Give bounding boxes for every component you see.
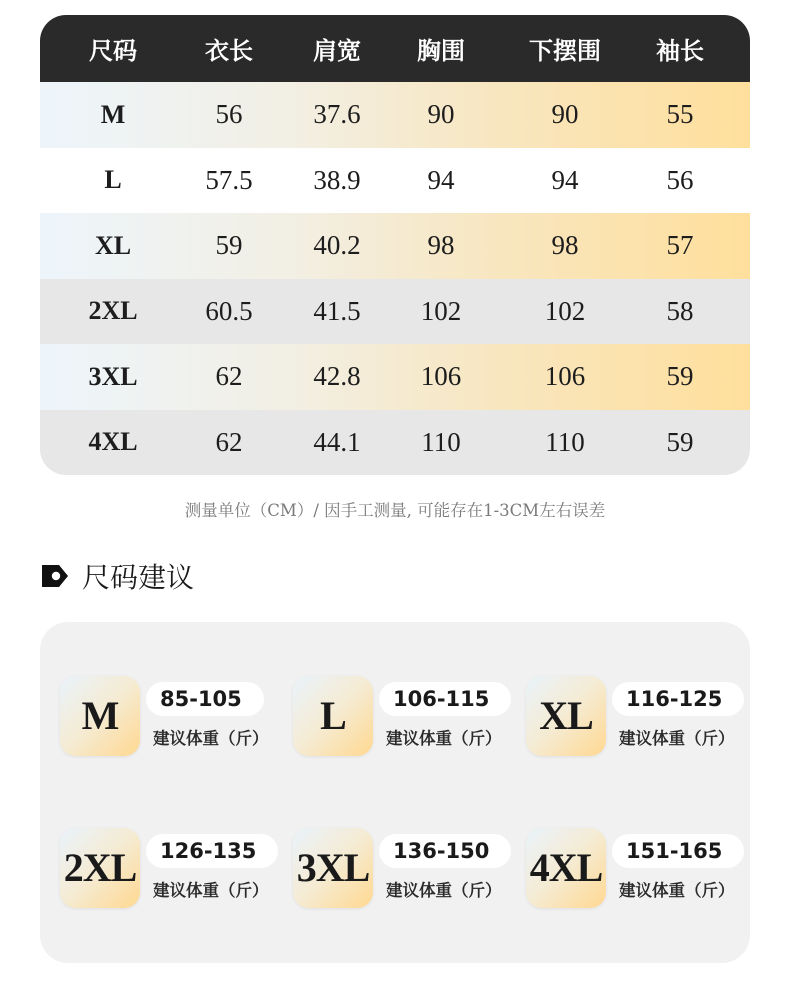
size-badge-label: 2XL — [63, 845, 137, 890]
size-badge-label: M — [81, 693, 119, 738]
table-row — [40, 344, 750, 410]
shoulder-cell: 38.9 — [313, 164, 361, 195]
sleeve-cell: 57 — [666, 230, 694, 261]
header-chest: 胸围 — [417, 37, 465, 65]
sleeve-cell: 58 — [666, 295, 694, 326]
header-shoulder: 肩宽 — [313, 37, 361, 65]
size-cell: 2XL — [88, 296, 138, 326]
weight-range: 85-105 — [146, 682, 264, 716]
size-table — [40, 15, 750, 475]
weight-range: 116-125 — [612, 682, 744, 716]
length-cell: 56 — [215, 99, 243, 130]
table-row — [40, 410, 750, 476]
size-card — [40, 676, 270, 758]
length-cell: 62 — [215, 361, 243, 392]
shoulder-cell: 37.6 — [313, 99, 361, 130]
chest-cell: 102 — [420, 295, 462, 326]
table-row — [40, 279, 750, 345]
weight-range: 126-135 — [146, 834, 278, 868]
table-header-row — [40, 15, 750, 82]
chest-cell: 98 — [427, 230, 455, 261]
sleeve-cell: 59 — [666, 426, 694, 457]
size-card — [506, 676, 736, 758]
length-cell: 60.5 — [205, 295, 253, 326]
chest-cell: 94 — [427, 164, 455, 195]
table-row — [40, 148, 750, 214]
size-recommendation-panel — [40, 622, 750, 963]
shoulder-cell: 42.8 — [313, 361, 361, 392]
chest-cell: 90 — [427, 99, 455, 130]
length-cell: 57.5 — [205, 164, 253, 195]
size-badge-label: L — [320, 693, 346, 738]
length-cell: 59 — [215, 230, 243, 261]
hem-cell: 110 — [545, 426, 585, 457]
section-heading — [40, 558, 194, 594]
table-row — [40, 82, 750, 148]
size-cell: 4XL — [88, 427, 138, 457]
size-badge-label: 4XL — [529, 845, 603, 890]
header-hem: 下摆围 — [529, 37, 601, 65]
weight-range: 151-165 — [612, 834, 744, 868]
size-card — [40, 828, 270, 910]
weight-range: 136-150 — [379, 834, 511, 868]
hem-cell: 106 — [544, 361, 586, 392]
weight-caption: 建议体重（斤） — [619, 881, 735, 900]
chest-cell: 106 — [420, 361, 462, 392]
section-title: 尺码建议 — [82, 561, 195, 594]
weight-range: 106-115 — [379, 682, 511, 716]
weight-caption: 建议体重（斤） — [153, 729, 269, 748]
size-cell: 3XL — [88, 361, 138, 391]
weight-caption: 建议体重（斤） — [619, 729, 735, 748]
tag-icon — [40, 562, 70, 590]
sleeve-cell: 55 — [666, 99, 694, 130]
table-row — [40, 213, 750, 279]
chest-cell: 110 — [421, 426, 461, 457]
hem-cell: 98 — [551, 230, 579, 261]
size-card — [273, 676, 503, 758]
header-size: 尺码 — [89, 37, 137, 65]
header-length: 衣长 — [205, 37, 253, 65]
size-cell: M — [100, 99, 126, 129]
hem-cell: 90 — [551, 99, 579, 130]
measurement-note: 测量单位（CM）/ 因手工测量, 可能存在1-3CM左右误差 — [184, 501, 606, 520]
size-card — [506, 828, 736, 910]
size-cell: XL — [94, 230, 132, 260]
sleeve-cell: 56 — [666, 164, 694, 195]
weight-caption: 建议体重（斤） — [153, 881, 269, 900]
size-badge-label: 3XL — [296, 845, 370, 890]
hem-cell: 94 — [551, 164, 579, 195]
shoulder-cell: 44.1 — [313, 426, 361, 457]
size-badge-label: XL — [539, 693, 593, 738]
size-card — [273, 828, 503, 910]
hem-cell: 102 — [544, 295, 586, 326]
header-sleeve: 袖长 — [656, 37, 704, 65]
shoulder-cell: 40.2 — [313, 230, 361, 261]
shoulder-cell: 41.5 — [313, 295, 361, 326]
size-cell: L — [104, 165, 122, 195]
sleeve-cell: 59 — [666, 361, 694, 392]
weight-caption: 建议体重（斤） — [386, 881, 502, 900]
length-cell: 62 — [215, 426, 243, 457]
weight-caption: 建议体重（斤） — [386, 729, 502, 748]
